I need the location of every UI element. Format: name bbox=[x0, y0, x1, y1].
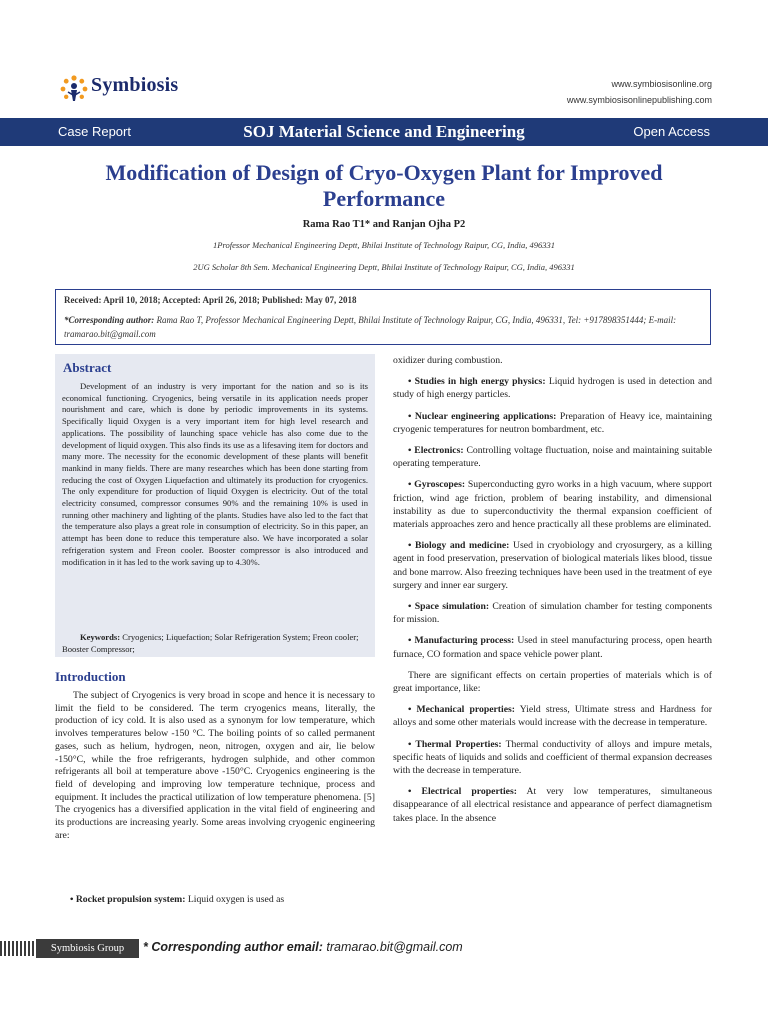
website-link-2[interactable]: www.symbiosisonlinepublishing.com bbox=[566, 95, 712, 105]
list-item-text: Thermal conductivity of alloys and impure metals, specific heats of liquids and solids and coefficient of thermal expansion decreases with the decrease in temperature. bbox=[393, 738, 713, 777]
corresponding-author bbox=[64, 313, 702, 341]
list-item bbox=[393, 738, 712, 778]
list-item bbox=[393, 478, 712, 531]
website-link-1[interactable]: www.symbiosisonline.org bbox=[611, 79, 712, 89]
publication-dates: Received: April 10, 2018; Accepted: April 26, 2018; Published: May 07, 2018 bbox=[64, 295, 357, 305]
list-item-label: • Space simulation: bbox=[408, 601, 490, 613]
logo-text: Symbiosis bbox=[91, 74, 179, 96]
open-access-label: Open Access bbox=[633, 124, 710, 139]
keywords-text: Cryogenics; Liquefaction; Solar Refrigeration System; Freon cooler; Booster Compressor; bbox=[62, 632, 359, 654]
list-item bbox=[393, 703, 712, 729]
list-item-label: • Mechanical properties: bbox=[408, 704, 516, 716]
list-item bbox=[393, 634, 712, 660]
list-item-text: Liquid hydrogen is used in detection and study of high energy particles. bbox=[393, 376, 712, 401]
introduction-text: The subject of Cryogenics is very broad in scope and hence it is necessary to limit the field to be considered. The term cryogenics means, literally, the production of icy cold. It is also used as a synonym for low temperature, which involves temperatures below -150 °C. The boiling points of so called permanent gases, such as helium, hydrogen, neon, nitrogen, oxygen and air, lie below -150°C, while the froe refrigerants, hydrogen sulphide, and other common refrigerants all boil at temperature above -150°C. Cryogenics engineering is the field of developing and improving low temperature technique, process and equipment. It includes the practical utilization of low temperature phenomena. [5] The cryogenics has a diversified application in the vital field of engineering and its productions are increasing yearly. Some areas involving cryogenic engineering are: bbox=[55, 690, 375, 841]
list-item-label: • Thermal Properties: bbox=[408, 738, 502, 750]
list-item-label: • Rocket propulsion system: bbox=[70, 894, 186, 905]
abstract-text: Development of an industry is very important for the nation and so is its economical functioning. Cryogenics, being versatile in its application needs proper nourishment and care, which is done by periodic improvements in its systems. Specifically liquid Oxygen is a very important item for high level research and applications. The possibility of launching space vehicle has also come due to the development of liquid oxygen. This also finds its use as a lifesaving item for doctors and many more. The necessity for the economic development of these plants will benefit mankind in many fields. There are many researches which has been done starting from reducing the cost of Oxygen Liquefaction and ultimately its production for cryogenics. The only expenditure for production of liquid Oxygen is electricity. Out of the total electricity consumed, compressor consumes 90% and the remaining 10% is used in running other machinery and lighting of the plants. Studies have also led to the fact that the temperature also plays a great role in consumption of electricity. So in this paper, an attempt has been done to reduce this temperature also. We have incorporated a solar refrigeration system and Freon cooler. Booster compressor is also introduced and modification in it has led to the work saving up to 4.30%. bbox=[62, 381, 368, 567]
list-item-text: Superconducting gyro works in a high vacuum, where support friction, wind age friction, problem of bearing instability, and dimensional instability as due to superconductivity the thermal expansion coefficient of materials approaches zero and hence practically all these problems are eliminated. bbox=[393, 479, 712, 531]
paragraph: There are significant effects on certain properties of materials which is of great importance, like: bbox=[393, 669, 712, 695]
list-item bbox=[393, 785, 712, 825]
list-item bbox=[393, 375, 712, 401]
list-item-text: Controlling voltage fluctuation, noise and maintaining suitable operating temperature. bbox=[393, 445, 712, 470]
list-item bbox=[393, 444, 712, 470]
list-item-text: Creation of simulation chamber for testing components for mission. bbox=[393, 601, 712, 626]
affiliation-2: 2UG Scholar 8th Sem. Mechanical Engineering Deptt, Bhilai Institute of Technology Raipur, CG, India, 496331 bbox=[193, 262, 575, 272]
introduction-heading: Introduction bbox=[55, 669, 126, 684]
list-item bbox=[55, 893, 375, 906]
continued-text: oxidizer during combustion. bbox=[393, 355, 503, 366]
list-item-label: • Studies in high energy physics: bbox=[408, 376, 546, 388]
list-item-label: • Nuclear engineering applications: bbox=[408, 410, 557, 422]
list-item-label: • Manufacturing process: bbox=[408, 635, 515, 647]
corresponding-text: Rama Rao T, Professor Mechanical Engineering Deptt, Bhilai Institute of Technology Raipur, CG, India, 496331, Tel: +917898351444; E-mail: tramarao.bit@gmail.com bbox=[64, 315, 677, 339]
list-item bbox=[393, 539, 712, 592]
article-type: Case Report bbox=[58, 124, 131, 139]
list-item-text: Yield stress, Ultimate stress and Hardness for alloys and some other materials would increase with the decrease in temperature. bbox=[393, 704, 712, 729]
list-item-text: Used in cryobiology and cryosurgery, as a killing agent in food preservation, preservation of biological materials likes blood, tissue and bone marrow. Also freezing techniques have been used in the treatment of eye surgery and inner ear surgery. bbox=[393, 540, 713, 591]
list-item-label: • Electronics: bbox=[408, 445, 464, 457]
right-column bbox=[393, 354, 712, 833]
footer-email-link[interactable]: tramarao.bit@gmail.com bbox=[326, 940, 463, 954]
authors: Rama Rao T1* and Ranjan Ojha P2 bbox=[302, 219, 466, 230]
affiliation-1: 1Professor Mechanical Engineering Deptt, Bhilai Institute of Technology Raipur, CG, India, 496331 bbox=[213, 240, 555, 250]
list-item-text: Liquid oxygen is used as bbox=[187, 894, 285, 905]
article-info-box bbox=[55, 289, 711, 345]
list-item-label: • Electrical properties: bbox=[408, 786, 517, 798]
list-item-label: • Biology and medicine: bbox=[408, 540, 510, 552]
journal-banner bbox=[0, 118, 768, 146]
keywords-label: Keywords: bbox=[80, 632, 121, 642]
list-item-text: At very low temperatures, simultaneous disappearance of all electrical resistance and appearance of perfect diamagnetism takes place. In the absence bbox=[393, 786, 712, 824]
list-item bbox=[393, 410, 712, 436]
abstract-heading: Abstract bbox=[63, 360, 112, 375]
paper-title: Modification of Design of Cryo-Oxygen Plant for Improved Performance bbox=[105, 160, 663, 211]
list-item-label: • Gyroscopes: bbox=[408, 479, 466, 491]
keywords bbox=[62, 631, 368, 655]
footer-email-label: * Corresponding author email: bbox=[143, 940, 323, 954]
journal-name: SOJ Material Science and Engineering bbox=[243, 122, 525, 141]
corresponding-label: *Corresponding author: bbox=[64, 315, 155, 325]
footer-corresponding-email bbox=[143, 940, 463, 954]
footer-group-label: Symbiosis Group bbox=[36, 939, 139, 958]
list-item-text: Used in steel manufacturing process, open hearth furnace, CO formation and space vehicle power plant. bbox=[393, 635, 712, 660]
list-item bbox=[393, 600, 712, 626]
list-item-text: Preparation of Heavy ice, maintaining cryogenic temperatures for neutron bombardment, etc. bbox=[393, 410, 713, 435]
